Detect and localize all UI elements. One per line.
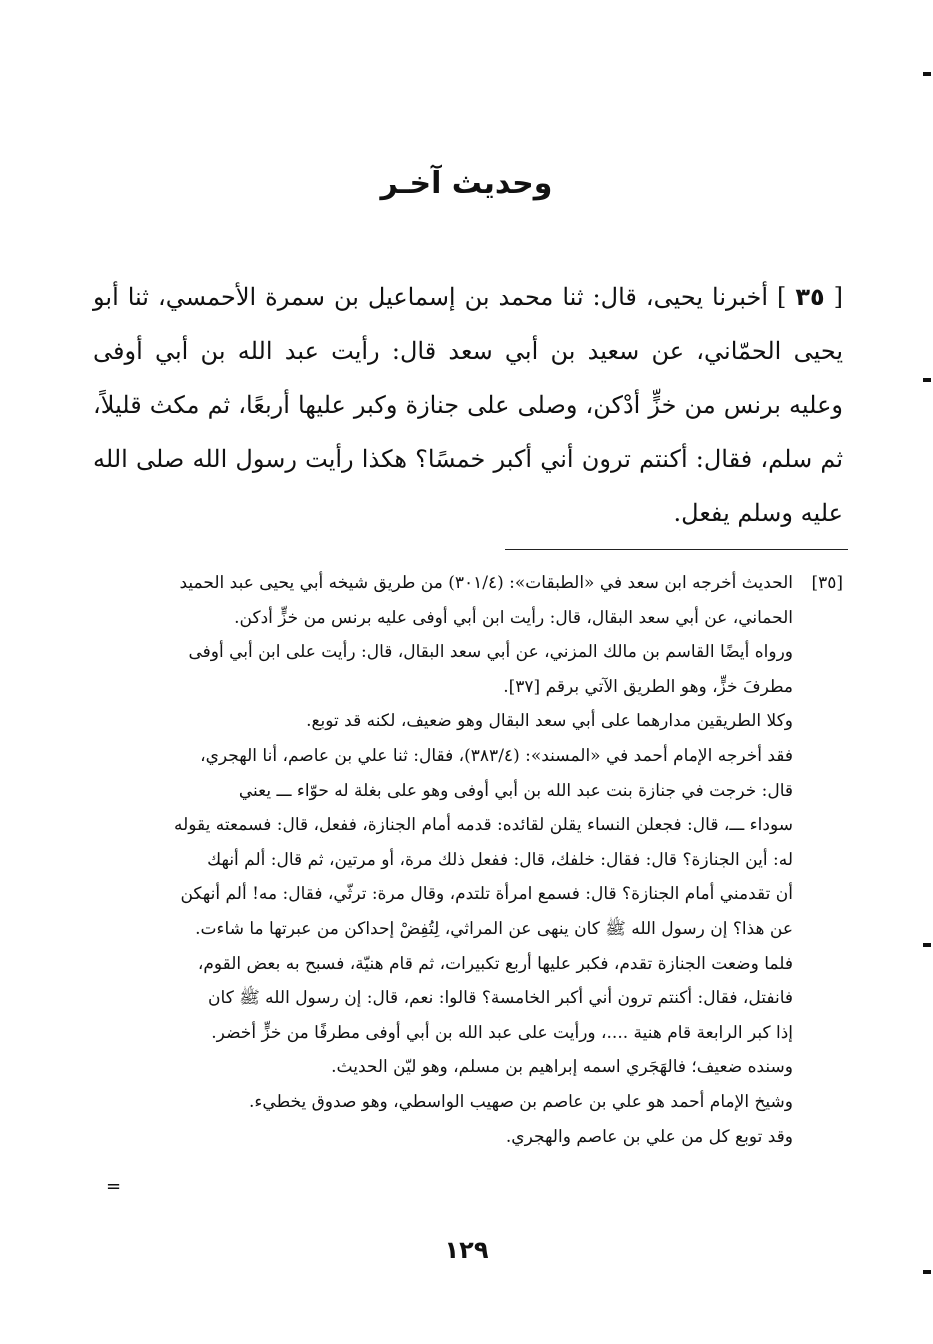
hadith-number-close-bracket: ] <box>776 283 796 311</box>
chapter-title: وحديث آخـر <box>380 166 553 201</box>
footnote-line: فانفتل، فقال: أكنتم ترون أني أكبر الخامسة؟ قالوا: نعم، قال: إن رسول الله ﷺ كان <box>208 988 793 1009</box>
footnote-line: سوداء ـــ، قال: فجعلن النساء يقلن لقائده: قدمه أمام الجنازة، ففعل، قال: فسمعته يقوله <box>173 815 793 836</box>
hadith-number-open-bracket: [ <box>824 283 843 311</box>
footnote-line: وكلا الطريقين مدارهما على أبي سعد البقال وهو ضعيف، لكنه قد توبع. <box>306 711 793 732</box>
margin-mark <box>923 72 931 76</box>
footnote-line: وسنده ضعيف؛ فالهَجَري اسمه إبراهيم بن مسلم، وهو ليّن الحديث. <box>331 1057 793 1078</box>
margin-mark <box>923 1270 931 1274</box>
hadith-text-block <box>93 270 843 540</box>
footnote-number: [٣٥] <box>811 573 843 593</box>
footnote-line: إذا كبر الرابعة قام هنية ....، ورأيت على عبد الله بن أبي أوفى مطرفًا من خزٍّ أخضر. <box>211 1022 793 1043</box>
margin-mark <box>923 378 931 382</box>
footnote-line: وشيخ الإمام أحمد هو علي بن عاصم بن صهيب الواسطي، وهو صدوق يخطيء. <box>249 1091 793 1112</box>
footnote-line: فلما وضعت الجنازة تقدم، فكبر عليها أربع تكبيرات، ثم قام هنيّة، فسبح به بعض القوم، <box>197 953 793 974</box>
footnote-text: الحديث أخرجه ابن سعد في «الطبقات»: (٣٠١/٤) من طريق شيخه أبي يحيى عبد الحميد <box>179 573 793 593</box>
footnote-line: مطرفَ خزٍّ، وهو الطريق الآتي برقم [٣٧]. <box>503 676 793 697</box>
footnote-line: فقد أخرجه الإمام أحمد في «المسند»: (٣٨٣/٤)، فقال: ثنا علي بن عاصم، أنا الهجري، <box>200 745 793 766</box>
hadith-number: ٣٥ <box>795 283 825 311</box>
footnote-line: الحماني، عن أبي سعد البقال، قال: رأيت ابن أبي أوفى عليه برنس من خزٍّ أدكن. <box>234 607 793 628</box>
footnote-line: قال: خرجت في جنازة بنت عبد الله بن أبي أوفى وهو على بغلة له حوّاء ـــ يعني <box>238 780 793 801</box>
page-number: ١٢٩ <box>444 1236 489 1264</box>
footnote-line <box>43 566 843 601</box>
footnote-block <box>43 566 843 1154</box>
footnote-line: عن هذا؟ إن رسول الله ﷺ كان ينهى عن المراثي، لِتُفِضْ إحداكن من عبرتها ما شاءت. <box>195 918 793 939</box>
continuation-mark: = <box>106 1176 122 1197</box>
hadith-body: أخبرنا يحيى، قال: ثنا محمد بن إسماعيل بن سمرة الأحمسي، ثنا أبو يحيى الحمّاني، عن سعيد بن أبي سعد قال: رأيت عبد الله بن أبي أوفى وعليه برنس من خزٍّ أدْكن، وصلى على جنازة وكبر عليها أربعًا، ثم مكث قليلاً، ثم سلم، فقال: أكنتم ترون أني أكبر خمسًا؟ هكذا رأيت رسول الله صلى الله عليه وسلم يفعل. <box>93 283 844 527</box>
margin-mark <box>923 943 931 947</box>
footnote-line: ورواه أيضًا القاسم بن مالك المزني، عن أبي سعد البقال، قال: رأيت على ابن أبي أوفى <box>188 642 793 663</box>
footnote-line: له: أين الجنازة؟ قال: فقال: خلفك، قال: ففعل ذلك مرة، أو مرتين، ثم قال: ألم أنهك <box>207 849 793 870</box>
footnote-line: وقد توبع كل من علي بن عاصم والهجري. <box>505 1126 793 1147</box>
footnote-line: أن تقدمني أمام الجنازة؟ قال: فسمع امرأة تلتدم، وقال مرة: ترثّي، فقال: مه! ألم أنهكن <box>180 884 793 905</box>
footnote-separator <box>505 549 848 550</box>
